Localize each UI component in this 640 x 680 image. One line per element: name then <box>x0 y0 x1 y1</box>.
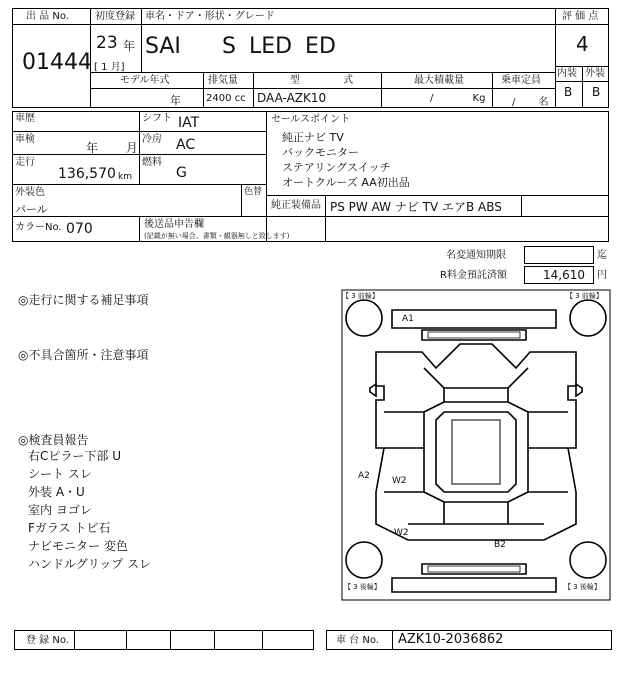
history-label: 車歴 <box>15 113 35 124</box>
model-year-unit: 年 <box>170 94 181 107</box>
tire-label-rear-left: 【 3 後輪】 <box>344 583 381 591</box>
tire-label-rear-right: 【 3 後輪】 <box>564 583 601 591</box>
interior-label: 内装 <box>557 68 577 79</box>
car-name-label: 車名・ドア・形状・グレード <box>145 11 275 22</box>
color-no-label: カラーNo. <box>15 222 62 233</box>
inspector-item: シート スレ <box>28 467 92 481</box>
recycle-amount: 14,610 <box>543 268 585 282</box>
damage-mark-a2: A2 <box>358 471 370 481</box>
inspector-item: ハンドルグリップ スレ <box>28 557 152 571</box>
color-no: 070 <box>66 221 93 237</box>
capacity: / 名 <box>512 97 549 108</box>
fuel-label: 燃料 <box>142 157 162 168</box>
defects-label: ◎不具合箇所・注意事項 <box>18 348 149 362</box>
capacity-label: 乗車定員 <box>501 75 541 86</box>
damage-mark-w2: W2 <box>392 476 407 486</box>
tire-label-front-right: 【 3 前輪】 <box>566 292 603 300</box>
inspector-item: ナビモニター 変色 <box>28 539 128 553</box>
chassis-no: AZK10-2036862 <box>398 632 504 647</box>
inspector-item: Fガラス トビ石 <box>28 521 111 535</box>
year-unit: 年 <box>123 39 136 53</box>
sales-point-label: セールスポイント <box>271 114 351 125</box>
inspector-report-label: ◎検査員報告 <box>18 433 89 447</box>
retrofit-note: (記載が無い場合、書類・観器無しと致します) <box>144 232 290 240</box>
recycle-label: R料金預託済額 <box>440 270 507 281</box>
inspector-item: 右Cピラー下部 U <box>28 449 121 463</box>
damage-mark-w2: W2 <box>394 528 409 538</box>
type-value: DAA-AZK10 <box>257 91 327 105</box>
inspection-label: 車検 <box>15 134 35 145</box>
name-change-label: 名変通知期限 <box>446 250 506 261</box>
first-reg-year: 23 <box>96 33 118 53</box>
sales-point-1: 純正ナビ TV <box>282 131 344 144</box>
chassis-label: 車 台 No. <box>336 635 379 646</box>
first-reg-label: 初度登録 <box>95 11 135 22</box>
mileage-unit: km <box>118 172 132 182</box>
sales-point-3: ステアリングスイッチ <box>282 161 391 174</box>
displacement-label: 排気量 <box>208 75 238 86</box>
car-diagram-drawing <box>340 288 612 602</box>
sales-point-2: バックモニター <box>282 146 359 159</box>
max-load-label: 最大積載量 <box>414 75 464 86</box>
score-label: 評 価 点 <box>562 11 599 22</box>
max-load: / Kg <box>430 93 486 104</box>
recycle-unit: 円 <box>597 270 607 281</box>
first-reg-month: [ 1 月] <box>94 62 125 73</box>
damage-mark-a1: A1 <box>402 314 414 324</box>
driving-notes-label: ◎走行に関する補足事項 <box>18 293 149 307</box>
inspector-item: 外装 A・U <box>28 485 85 499</box>
shift-value: IAT <box>178 115 200 131</box>
exterior-grade: B <box>592 85 601 99</box>
type-label: 型 式 <box>290 75 354 86</box>
damage-mark-b2: B2 <box>494 540 506 550</box>
tire-label-front-left: 【 3 前輪】 <box>342 292 379 300</box>
model-year-label: モデル年式 <box>120 75 170 86</box>
car-diagram <box>340 288 612 602</box>
exterior-label: 外装 <box>585 68 605 79</box>
color-label: 外装色 <box>15 187 45 198</box>
shift-label: シフト <box>142 113 172 124</box>
mileage-label: 走行 <box>15 157 35 168</box>
mileage-value: 136,570 <box>58 166 116 182</box>
equipment-value: PS PW AW ナビ TV エアB ABS <box>330 200 502 214</box>
displacement: 2400 cc <box>206 93 246 104</box>
retrofit-label: 後送品申告欄 <box>144 219 204 230</box>
inspection-value: 年 月 <box>86 141 138 155</box>
lot-no-label: 出 品 No. <box>26 11 69 22</box>
color-change-label: 色替 <box>244 187 263 197</box>
interior-grade: B <box>564 85 573 99</box>
ac-value: AC <box>176 137 196 153</box>
reg-no-label: 登 録 No. <box>26 635 69 646</box>
car-name: SAI <box>145 34 181 59</box>
lot-no: 01444 <box>22 50 92 75</box>
inspector-item: 室内 ヨゴレ <box>28 503 92 517</box>
equipment-label: 純正装備品 <box>271 200 321 211</box>
color-value: パール <box>15 203 48 216</box>
fuel-value: G <box>176 165 187 181</box>
sales-point-4: オートクルーズ AA初出品 <box>282 176 410 189</box>
car-grade: S LED ED <box>222 34 336 59</box>
score-value: 4 <box>576 32 589 56</box>
ac-label: 冷房 <box>142 134 162 145</box>
name-change-unit: 迄 <box>597 250 607 261</box>
